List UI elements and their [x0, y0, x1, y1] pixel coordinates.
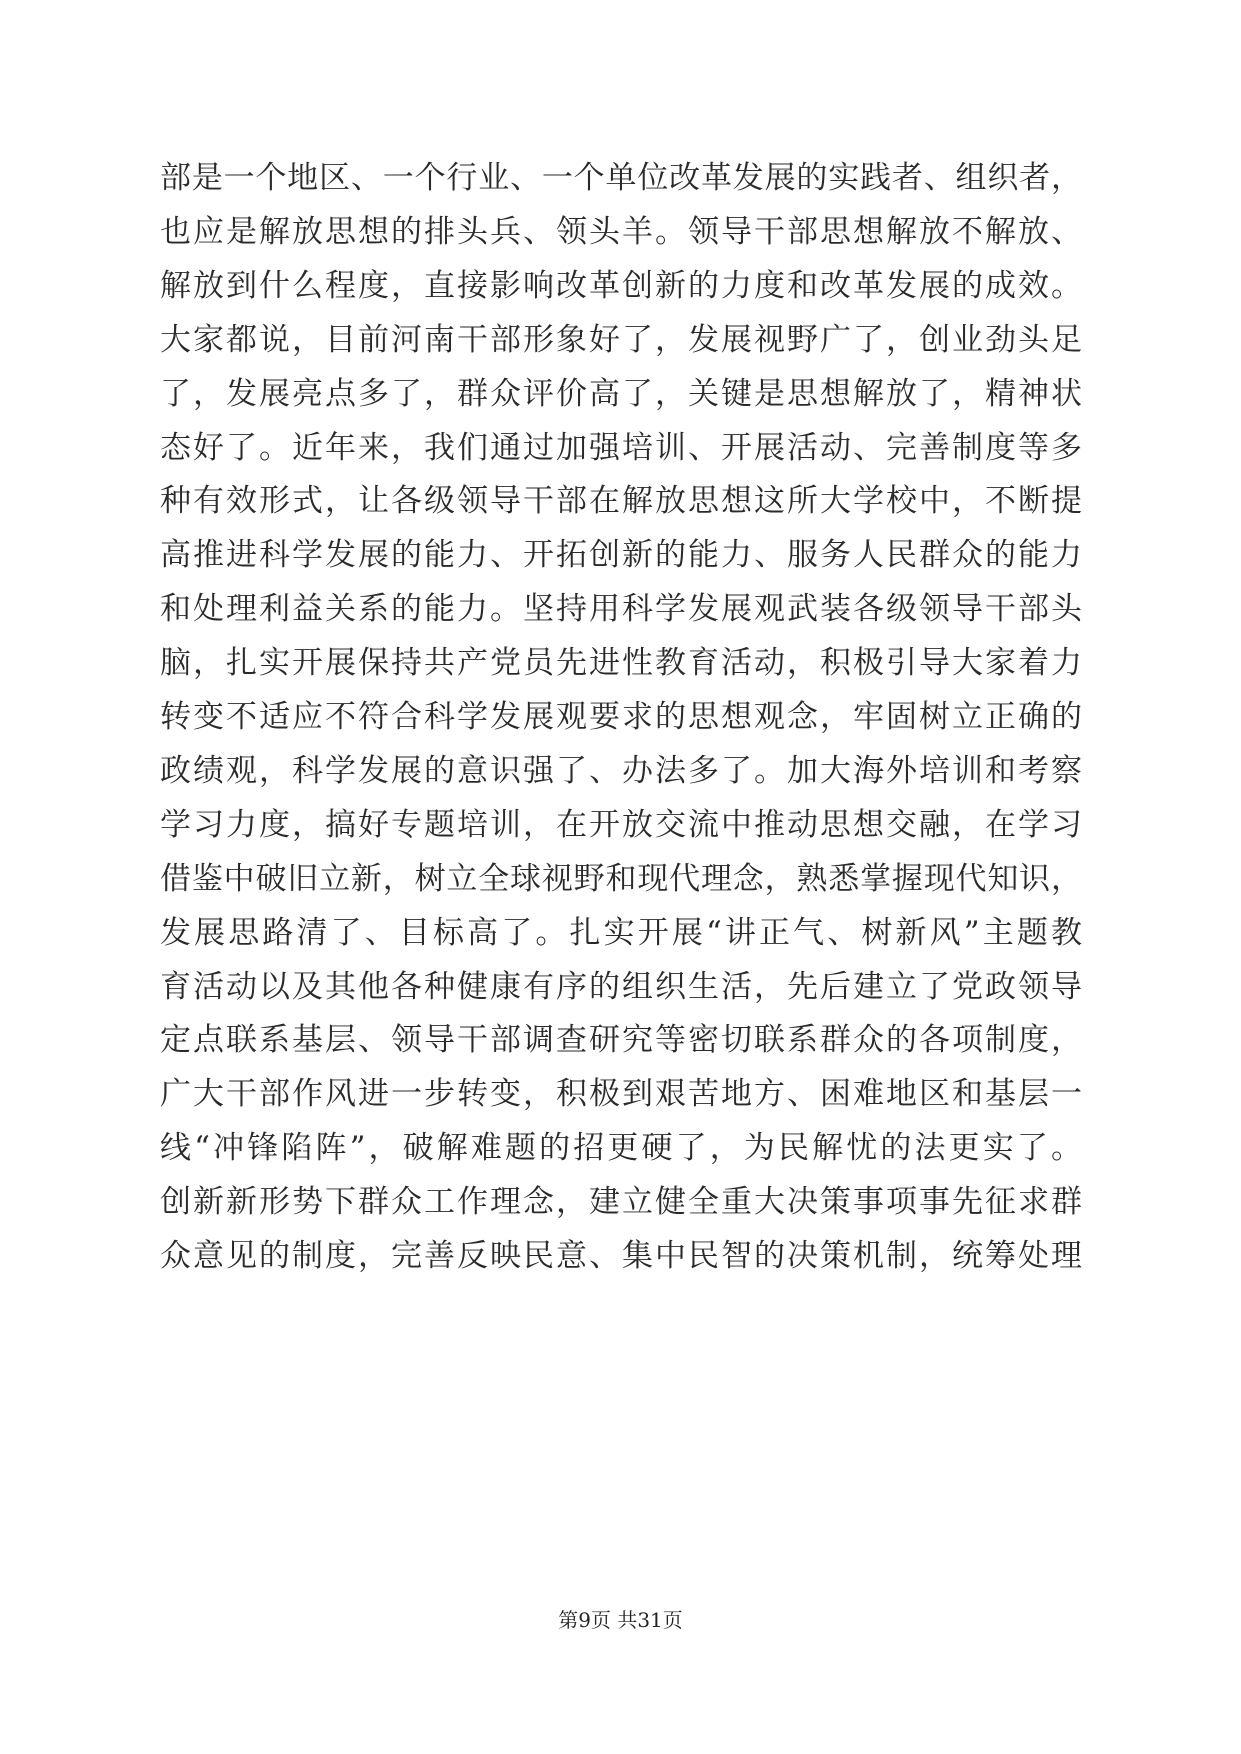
text-line: 脑，扎实开展保持共产党员先进性教育活动，积极引导大家着力 — [160, 645, 1082, 682]
text-line: 大家都说，目前河南干部形象好了，发展视野广了，创业劲头足 — [160, 321, 1082, 358]
text-line: 解放到什么程度，直接影响改革创新的力度和改革发展的成效。 — [160, 267, 1082, 304]
text-line: 线“冲锋陷阵”，破解难题的招更硬了，为民解忧的法更实了。 — [160, 1130, 1082, 1167]
text-line: 学习力度，搞好专题培训，在开放交流中推动思想交融，在学习 — [160, 806, 1082, 843]
text-line: 发展思路清了、目标高了。扎实开展“讲正气、树新风”主题教 — [160, 914, 1082, 951]
text-line: 和处理利益关系的能力。坚持用科学发展观武装各级领导干部头 — [160, 591, 1082, 628]
text-line: 态好了。近年来，我们通过加强培训、开展活动、完善制度等多 — [160, 429, 1082, 466]
text-line: 广大干部作风进一步转变，积极到艰苦地方、困难地区和基层一 — [160, 1076, 1082, 1113]
text-line: 借鉴中破旧立新，树立全球视野和现代理念，熟悉掌握现代知识， — [160, 860, 1082, 897]
text-line: 了，发展亮点多了，群众评价高了，关键是思想解放了，精神状 — [160, 375, 1082, 412]
text-line: 定点联系基层、领导干部调查研究等密切联系群众的各项制度， — [160, 1022, 1082, 1059]
page-footer: 第9页 共31页 — [558, 1608, 683, 1632]
text-line: 部是一个地区、一个行业、一个单位改革发展的实践者、组织者， — [160, 160, 1082, 196]
text-line: 也应是解放思想的排头兵、领头羊。领导干部思想解放不解放、 — [160, 213, 1082, 250]
text-line: 众意见的制度，完善反映民意、集中民智的决策机制，统筹处理 — [160, 1238, 1082, 1274]
text-line: 政绩观，科学发展的意识强了、办法多了。加大海外培训和考察 — [160, 752, 1082, 789]
text-line: 创新新形势下群众工作理念，建立健全重大决策事项事先征求群 — [160, 1184, 1082, 1221]
text-line: 转变不适应不符合科学发展观要求的思想观念，牢固树立正确的 — [160, 699, 1082, 735]
text-line: 育活动以及其他各种健康有序的组织生活，先后建立了党政领导 — [160, 968, 1082, 1005]
text-line: 高推进科学发展的能力、开拓创新的能力、服务人民群众的能力 — [160, 537, 1082, 574]
text-line: 种有效形式，让各级领导干部在解放思想这所大学校中，不断提 — [160, 483, 1082, 520]
